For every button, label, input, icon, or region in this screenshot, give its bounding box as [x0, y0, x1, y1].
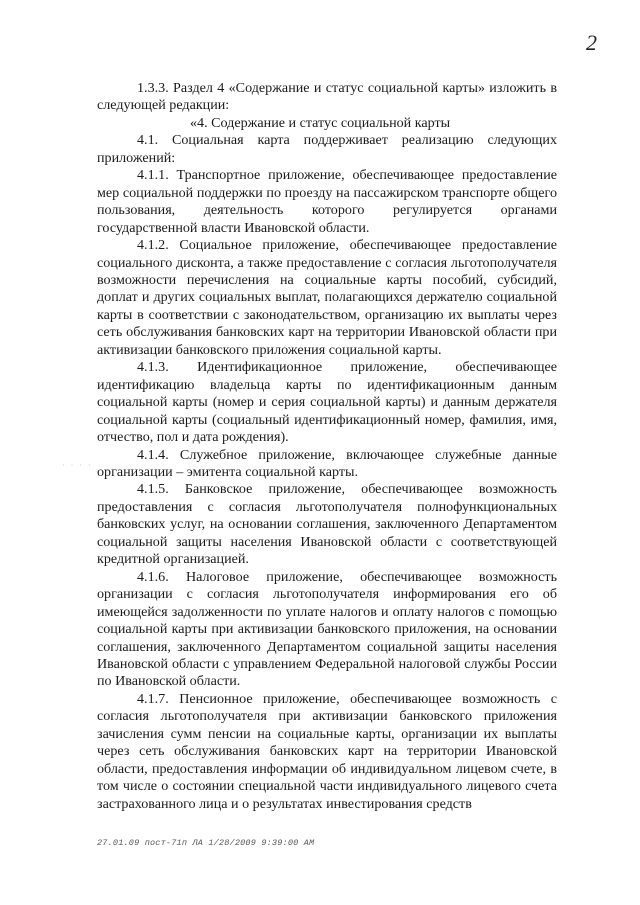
- paragraph-4-1: 4.1. Социальная карта поддерживает реализацию следующих приложений:: [97, 132, 557, 166]
- paragraph-4-1-5: 4.1.5. Банковское приложение, обеспечивающее возможность предоставления с согласия льготополучателя полнофункциональных банковских услуг, на основании соглашения, заключенного Департаментом социальной защиты населения Ивановской области с соответствующей кредитной организацией.: [97, 481, 557, 568]
- page-number: 2: [586, 30, 597, 55]
- paragraph-4-1-2: 4.1.2. Социальное приложение, обеспечивающее предоставление социального дисконта, а также предоставление с согласия льготополучателя возможности перечисления на социальные карты пособий, субсидий, доплат и других социальных выплат, полагающихся держателю социальной карты в соответствии с законодательством, организацию их выплаты через сеть обслуживания банковских карт на территории Ивановской области при активизации банковского приложения социальной карты.: [97, 237, 557, 358]
- paragraph-4-1-6: 4.1.6. Налоговое приложение, обеспечивающее возможность организации с согласия льготополучателя информирования его об имеющейся задолженности по уплате налогов и оплату налогов с помощью социальной карты при активизации банковского приложения, на основании соглашения, заключенного Департаментом социальной защиты населения Ивановской области с управлением Федеральной налоговой службы России по Ивановской области.: [97, 568, 557, 690]
- document-body: [97, 80, 557, 813]
- document-footer: 27.01.09 пост-71п ЛА 1/28/2009 9:39:00 AM: [97, 838, 315, 848]
- margin-scan-mark: · · · ·: [62, 461, 93, 470]
- paragraph-4-1-3: 4.1.3. Идентификационное приложение, обеспечивающее идентификацию владельца карты по идентификационным данным социальной карты (номер и серия социальной карты) и данным держателя социальной карты (социальный идентификационный номер, фамилия, имя, отчество, пол и дата рождения).: [97, 359, 557, 446]
- paragraph-4-1-7: 4.1.7. Пенсионное приложение, обеспечивающее возможность с согласия льготополучателя при активизации банковского приложения зачисления сумм пенсии на социальные карты, организации их выплаты через сеть обслуживания банковских карт на территории Ивановской области, предоставления информации об индивидуальном лицевом счете, в том числе о состоянии специальной части индивидуального лицевого счета застрахованного лица и о результатах инвестирования средств: [97, 690, 557, 812]
- paragraph-1-3-3: 1.3.3. Раздел 4 «Содержание и статус социальной карты» изложить в следующей редакции:: [97, 80, 557, 114]
- paragraph-4-1-1: 4.1.1. Транспортное приложение, обеспечивающее предоставление мер социальной поддержки по проезду на пассажирском транспорте общего пользования, деятельность которого регулируется органами государственной власти Ивановской области.: [97, 167, 557, 236]
- section-4-heading: «4. Содержание и статус социальной карты: [190, 114, 451, 131]
- paragraph-4-1-4: 4.1.4. Служебное приложение, включающее служебные данные организации – эмитента социальной карты.: [97, 446, 557, 480]
